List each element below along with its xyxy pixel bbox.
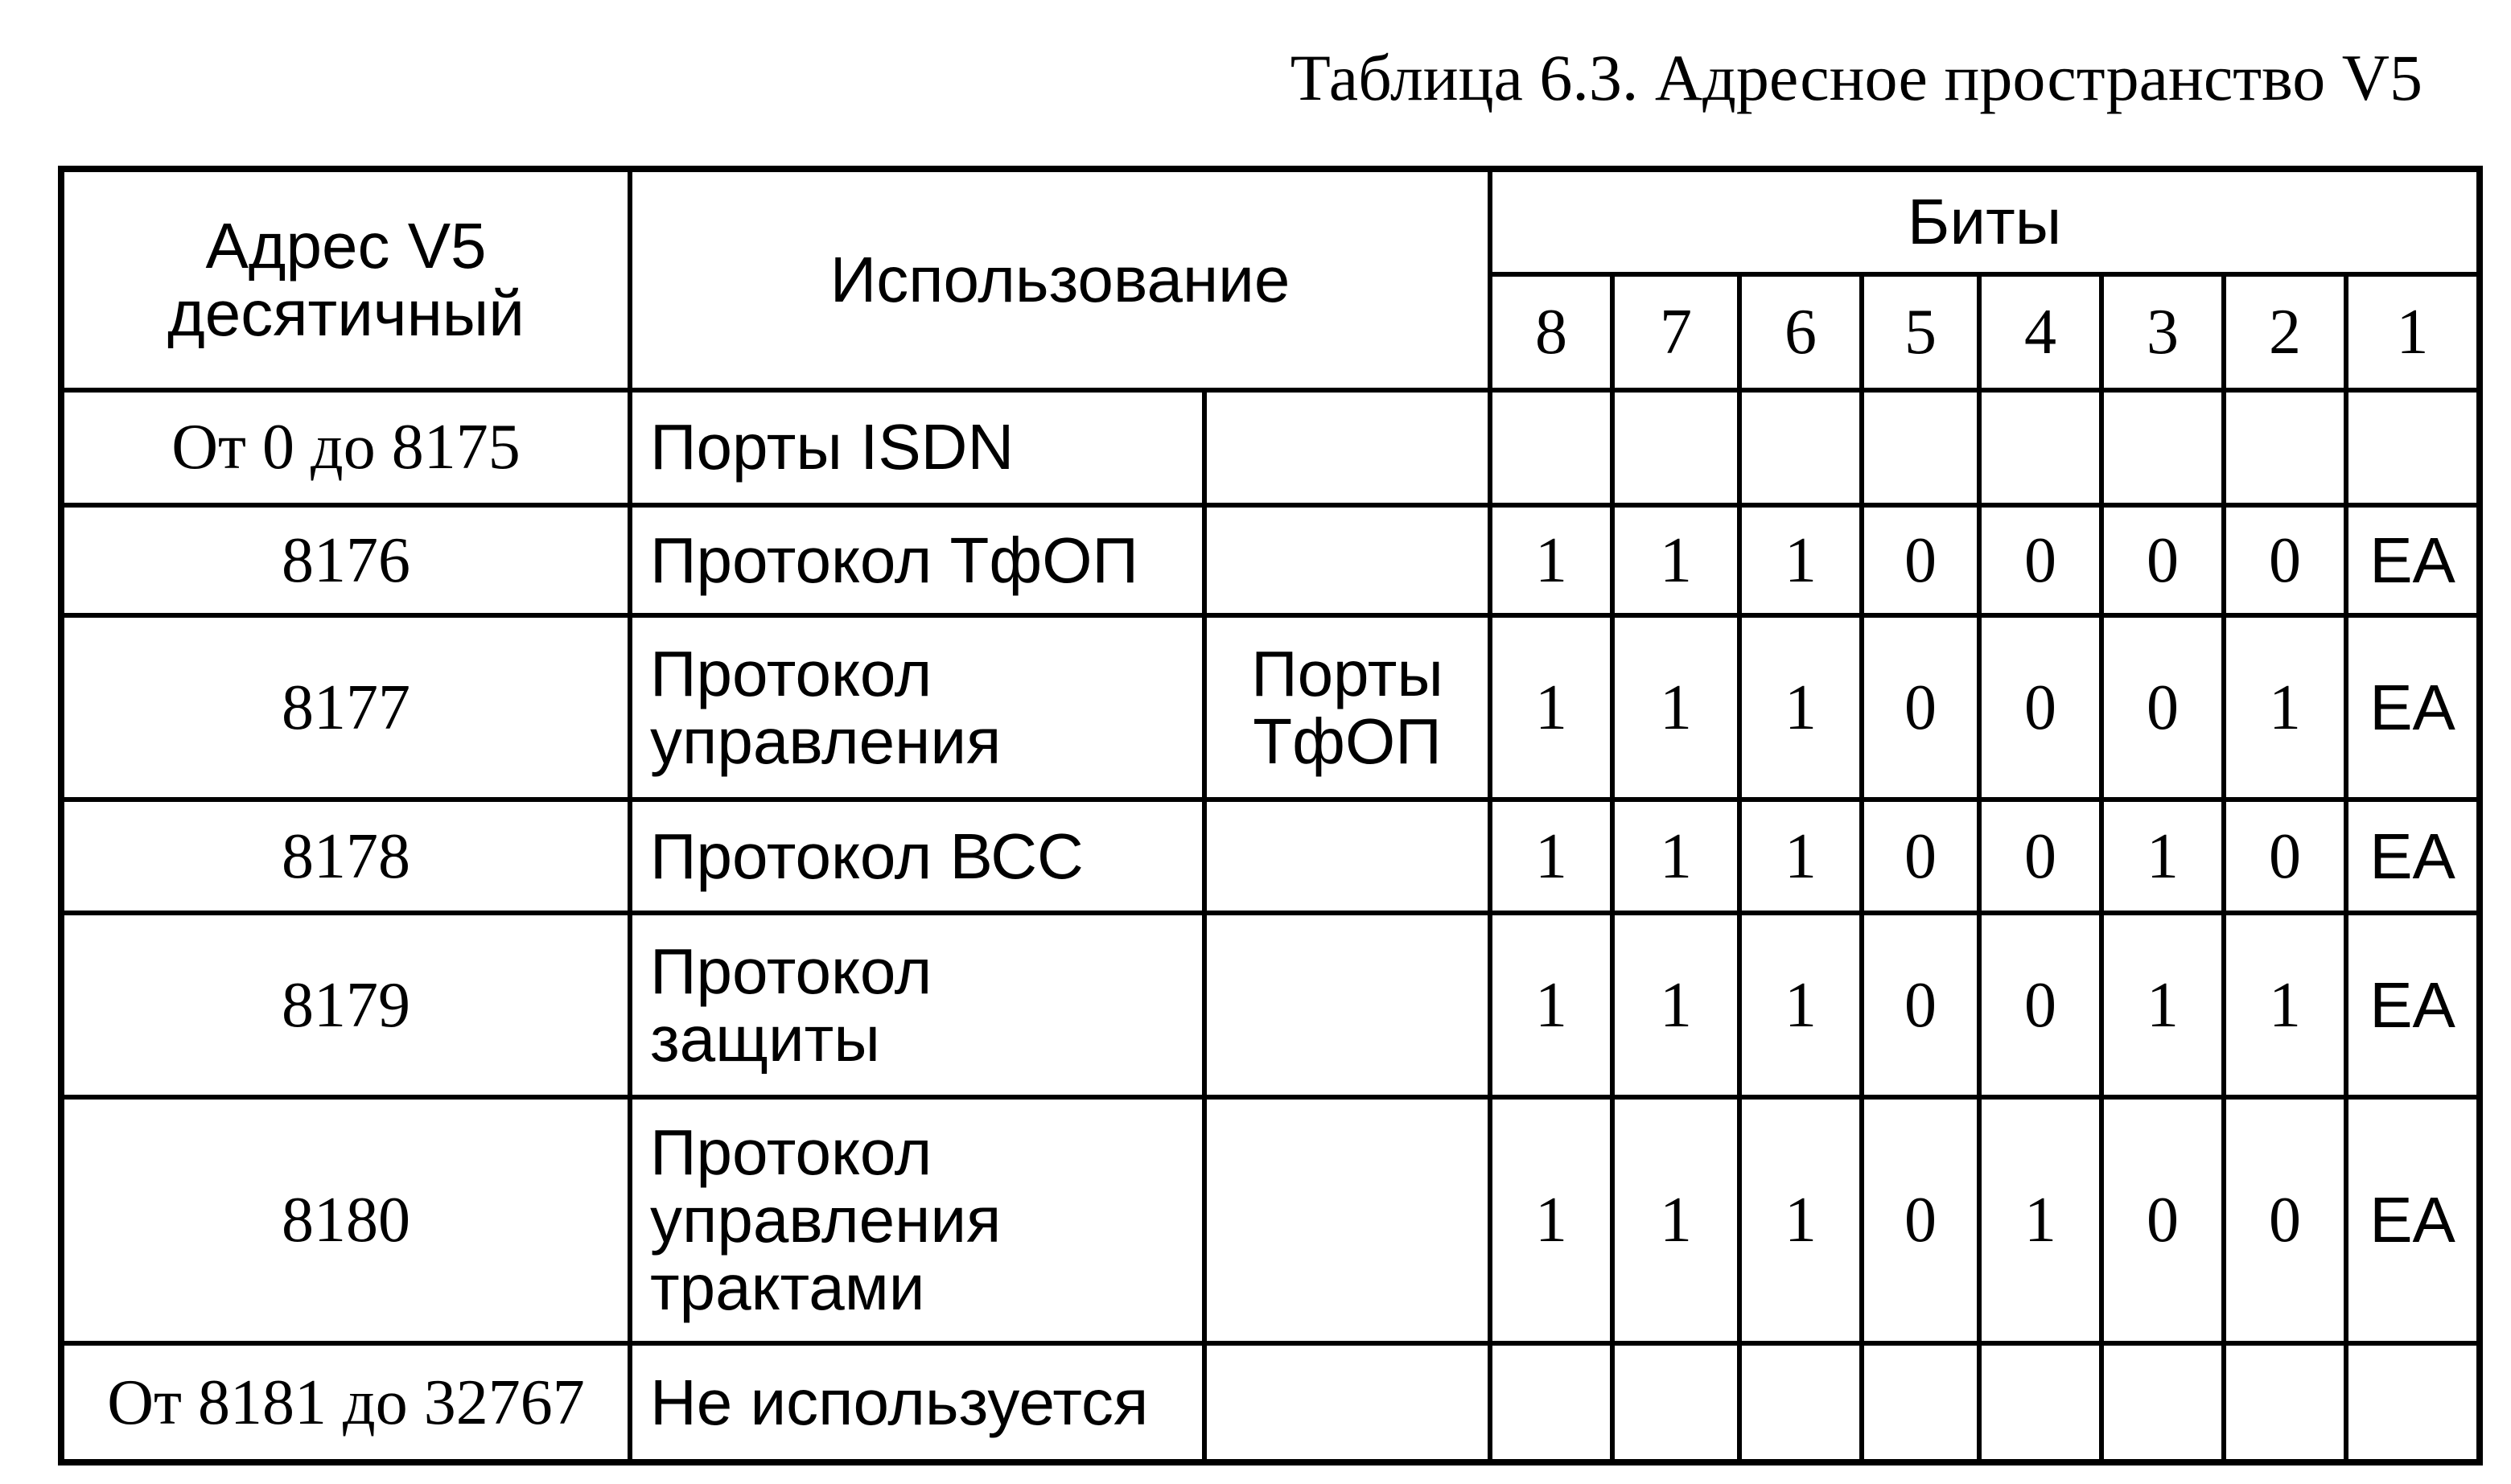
subgroup-cell-empty: [1204, 1097, 1490, 1343]
bit-cell: 1: [1612, 505, 1739, 615]
bit-cell: 0: [1979, 505, 2101, 615]
bit-cell: 1: [2101, 913, 2224, 1097]
table-row: [61, 1343, 2480, 1462]
usage-cell: [630, 390, 1204, 506]
bit-cell: 1: [1739, 615, 1862, 800]
table-row: [61, 505, 2480, 615]
bit-cell: 1: [1612, 615, 1739, 800]
bit-cell: [1612, 1343, 1739, 1462]
usage-line: Протокол: [650, 1116, 932, 1189]
header-bit-number: 8: [1490, 274, 1612, 390]
usage-line: защиты: [650, 1002, 880, 1075]
bit-cell: EA: [2346, 615, 2480, 800]
subgroup-cell-empty: [1204, 390, 1490, 506]
table-row: [61, 615, 2480, 800]
subgroup-cell-empty: [1204, 800, 1490, 913]
address-cell: 8179: [61, 913, 630, 1097]
bit-cell: 1: [2224, 913, 2346, 1097]
address-cell: 8180: [61, 1097, 630, 1343]
usage-line: Порты ISDN: [650, 411, 1015, 483]
usage-line: Протокол: [650, 935, 932, 1007]
bit-cell: 0: [1979, 913, 2101, 1097]
header-bit-number: 7: [1612, 274, 1739, 390]
bit-cell: 1: [2224, 615, 2346, 800]
usage-line: Протокол: [650, 637, 932, 709]
table-row: [61, 913, 2480, 1097]
bit-cell: [2346, 1343, 2480, 1462]
subgroup-line: ТфОП: [1253, 705, 1442, 777]
header-usage: Использование: [630, 169, 1490, 390]
bit-cell: [1739, 1343, 1862, 1462]
bit-cell: EA: [2346, 800, 2480, 913]
bit-cell: [2224, 1343, 2346, 1462]
bit-cell: [1739, 390, 1862, 506]
bit-cell: 0: [2101, 1097, 2224, 1343]
bit-cell: [1490, 390, 1612, 506]
table-row: [61, 800, 2480, 913]
bit-cell: 0: [1862, 800, 1979, 913]
bit-cell: 0: [2101, 615, 2224, 800]
usage-cell: [630, 1097, 1204, 1343]
bit-cell: 0: [1862, 913, 1979, 1097]
bit-cell: [1612, 390, 1739, 506]
bit-cell: [1979, 390, 2101, 506]
header-address-line2: десятичный: [167, 277, 525, 349]
bit-cell: 1: [1490, 800, 1612, 913]
header-address: [61, 169, 630, 390]
usage-line: Протокол ВСС: [650, 820, 1084, 892]
header-bit-number: 2: [2224, 274, 2346, 390]
table-caption: Таблица 6.3. Адресное пространство V5: [1290, 41, 2422, 114]
usage-cell: [630, 913, 1204, 1097]
subgroup-cell-empty: [1204, 505, 1490, 615]
bit-cell: 1: [1739, 1097, 1862, 1343]
subgroup-cell-pstn-ports: [1204, 615, 1490, 800]
usage-line: Не используется: [650, 1366, 1149, 1438]
usage-cell: [630, 615, 1204, 800]
usage-line: управления: [650, 705, 1002, 777]
bit-cell: 1: [1490, 913, 1612, 1097]
header-bit-number: 4: [1979, 274, 2101, 390]
bit-cell: [1862, 390, 1979, 506]
bit-cell: 1: [1612, 800, 1739, 913]
address-cell: 8178: [61, 800, 630, 913]
usage-line: Протокол ТфОП: [650, 524, 1138, 596]
bit-cell: [1490, 1343, 1612, 1462]
header-address-line1: Адрес V5: [205, 209, 487, 282]
bit-cell: [2101, 390, 2224, 506]
bit-cell: 0: [1979, 615, 2101, 800]
usage-cell: [630, 1343, 1204, 1462]
bit-cell: 1: [1739, 505, 1862, 615]
header-bit-number: 5: [1862, 274, 1979, 390]
subgroup-line: Порты: [1251, 637, 1443, 709]
header-bit-number: 6: [1739, 274, 1862, 390]
bit-cell: EA: [2346, 505, 2480, 615]
bit-cell: 0: [2224, 505, 2346, 615]
address-cell: 8177: [61, 615, 630, 800]
address-cell: 8176: [61, 505, 630, 615]
bit-cell: 0: [1862, 505, 1979, 615]
bit-cell: 1: [1612, 913, 1739, 1097]
bit-cell: 1: [1490, 505, 1612, 615]
address-cell: От 0 до 8175: [61, 390, 630, 506]
bit-cell: 0: [1979, 800, 2101, 913]
header-bit-number: 1: [2346, 274, 2480, 390]
bit-cell: 1: [1490, 615, 1612, 800]
bit-cell: EA: [2346, 1097, 2480, 1343]
bit-cell: 0: [2101, 505, 2224, 615]
bit-cell: 0: [2224, 800, 2346, 913]
bit-cell: 1: [2101, 800, 2224, 913]
bit-cell: [2101, 1343, 2224, 1462]
usage-line: управления: [650, 1184, 1002, 1256]
bit-cell: [2224, 390, 2346, 506]
bit-cell: 0: [1862, 615, 1979, 800]
bit-cell: 1: [1612, 1097, 1739, 1343]
bit-cell: 1: [1739, 913, 1862, 1097]
bit-cell: 0: [2224, 1097, 2346, 1343]
bit-cell: 1: [1490, 1097, 1612, 1343]
header-bits: Биты: [1490, 169, 2480, 274]
subgroup-cell-empty: [1204, 1343, 1490, 1462]
v5-address-table: [58, 166, 2483, 1466]
bit-cell: EA: [2346, 913, 2480, 1097]
usage-line: трактами: [650, 1252, 925, 1324]
bit-cell: 1: [1739, 800, 1862, 913]
address-cell: От 8181 до 32767: [61, 1343, 630, 1462]
bit-cell: 0: [1862, 1097, 1979, 1343]
usage-cell: [630, 505, 1204, 615]
table-row: [61, 390, 2480, 506]
bit-cell: [1979, 1343, 2101, 1462]
bit-cell: [1862, 1343, 1979, 1462]
subgroup-cell-empty: [1204, 913, 1490, 1097]
table-row: [61, 1097, 2480, 1343]
bit-cell: [2346, 390, 2480, 506]
header-bit-number: 3: [2101, 274, 2224, 390]
usage-cell: [630, 800, 1204, 913]
bit-cell: 1: [1979, 1097, 2101, 1343]
